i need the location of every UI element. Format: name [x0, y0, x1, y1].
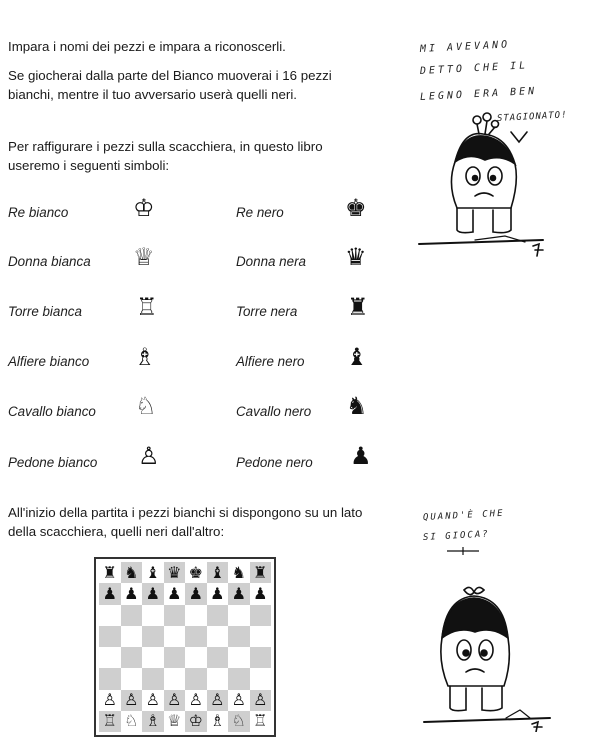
board-square — [121, 647, 143, 668]
legend-label-black-pawn: Pedone nero — [236, 455, 313, 470]
board-square: ♝ — [207, 562, 229, 583]
board-square: ♙ — [164, 690, 186, 711]
board-square: ♘ — [121, 711, 143, 732]
board-square: ♝ — [142, 562, 164, 583]
board-square — [185, 605, 207, 626]
intro-paragraph-2: Se giocherai dalla parte del Bianco muoverai i 16 pezzi bianchi, mentre il tuo avversario userà quelli neri. — [8, 68, 332, 102]
chess-board-grid — [99, 562, 271, 732]
board-square: ♙ — [250, 690, 272, 711]
board-square: ♞ — [121, 562, 143, 583]
board-square: ♔ — [185, 711, 207, 732]
legend-label-white-king: Re bianco — [8, 205, 69, 220]
board-square: ♜ — [99, 562, 121, 583]
legend-label-black-king: Re nero — [236, 205, 284, 220]
board-square — [207, 605, 229, 626]
chess-board — [94, 557, 276, 737]
cartoon-bottom-caption-line-2: SI GIOCA? — [422, 529, 490, 543]
legend-label-black-bishop: Alfiere nero — [236, 354, 305, 369]
board-square — [228, 626, 250, 647]
cartoon-penguin-top-illustration — [415, 112, 560, 262]
black-rook-icon: ♜ — [347, 293, 369, 321]
board-square — [185, 626, 207, 647]
cartoon-bottom-caption-line-1: QUAND'È CHE — [422, 508, 505, 523]
black-knight-icon: ♞ — [346, 392, 368, 420]
board-square: ♟ — [142, 583, 164, 604]
legend-label-white-queen: Donna bianca — [8, 254, 91, 269]
board-square: ♗ — [142, 711, 164, 732]
board-square: ♙ — [121, 690, 143, 711]
board-square — [121, 605, 143, 626]
board-square: ♛ — [164, 562, 186, 583]
board-square — [228, 647, 250, 668]
board-square — [164, 647, 186, 668]
board-square: ♚ — [185, 562, 207, 583]
intro-paragraph-1: Impara i nomi dei pezzi e impara a riconoscerli. — [8, 39, 286, 54]
cartoon-top-caption-line-2: DETTO CHE IL — [419, 60, 529, 77]
board-square — [142, 605, 164, 626]
black-pawn-icon: ♟ — [350, 442, 372, 470]
board-square: ♙ — [228, 690, 250, 711]
board-square — [142, 647, 164, 668]
board-square: ♟ — [185, 583, 207, 604]
board-square — [142, 626, 164, 647]
legend-label-white-bishop: Alfiere bianco — [8, 354, 90, 369]
intro-paragraph-3: Per raffigurare i pezzi sulla scacchiera, in questo libro useremo i seguenti simboli: — [8, 139, 323, 173]
board-square — [164, 626, 186, 647]
board-square — [228, 605, 250, 626]
legend-label-black-rook: Torre nera — [236, 304, 298, 319]
white-pawn-icon: ♙ — [138, 442, 160, 470]
black-bishop-icon: ♝ — [346, 343, 368, 371]
white-knight-icon: ♘ — [135, 392, 157, 420]
black-king-icon: ♚ — [345, 194, 367, 222]
legend-label-white-rook: Torre bianca — [8, 304, 82, 319]
white-queen-icon: ♕ — [133, 243, 155, 271]
board-square: ♟ — [164, 583, 186, 604]
board-square — [207, 668, 229, 689]
board-square — [121, 626, 143, 647]
board-square — [185, 647, 207, 668]
white-bishop-icon: ♗ — [134, 343, 156, 371]
black-queen-icon: ♛ — [345, 243, 367, 271]
board-square — [99, 668, 121, 689]
board-square — [250, 668, 272, 689]
board-square — [142, 668, 164, 689]
board-square — [164, 668, 186, 689]
white-rook-icon: ♖ — [136, 293, 158, 321]
board-square — [121, 668, 143, 689]
board-square: ♙ — [142, 690, 164, 711]
board-square: ♞ — [228, 562, 250, 583]
board-square — [207, 626, 229, 647]
board-square: ♙ — [185, 690, 207, 711]
board-square — [207, 647, 229, 668]
cartoon-top-caption-line-3: LEGNO ERA BEN — [419, 85, 538, 103]
board-square: ♟ — [207, 583, 229, 604]
board-square: ♟ — [99, 583, 121, 604]
board-square: ♜ — [250, 562, 272, 583]
board-square — [99, 605, 121, 626]
board-square — [228, 668, 250, 689]
board-square — [250, 647, 272, 668]
legend-label-black-knight: Cavallo nero — [236, 404, 312, 419]
board-square: ♟ — [250, 583, 272, 604]
board-square: ♟ — [121, 583, 143, 604]
board-square: ♖ — [99, 711, 121, 732]
cartoon-penguin-bottom-illustration — [420, 582, 560, 732]
board-square: ♟ — [228, 583, 250, 604]
legend-label-black-queen: Donna nera — [236, 254, 306, 269]
board-square: ♙ — [207, 690, 229, 711]
white-king-icon: ♔ — [133, 194, 155, 222]
board-square — [164, 605, 186, 626]
board-square — [185, 668, 207, 689]
board-square: ♙ — [99, 690, 121, 711]
board-square: ♗ — [207, 711, 229, 732]
legend-label-white-knight: Cavallo bianco — [8, 404, 96, 419]
board-square: ♘ — [228, 711, 250, 732]
caption-underline — [445, 546, 485, 556]
board-square: ♖ — [250, 711, 272, 732]
setup-paragraph: All'inizio della partita i pezzi bianchi si dispongono su un lato della scacchiera, quelli neri dall'altro: — [8, 505, 363, 539]
cartoon-top-caption-line-4: STAGIONATO! — [496, 110, 568, 124]
cartoon-top-caption-line-1: MI AVEVANO — [419, 39, 511, 55]
legend-label-white-pawn: Pedone bianco — [8, 455, 98, 470]
board-square — [250, 605, 272, 626]
board-square — [250, 626, 272, 647]
board-square — [99, 647, 121, 668]
board-square: ♕ — [164, 711, 186, 732]
board-square — [99, 626, 121, 647]
